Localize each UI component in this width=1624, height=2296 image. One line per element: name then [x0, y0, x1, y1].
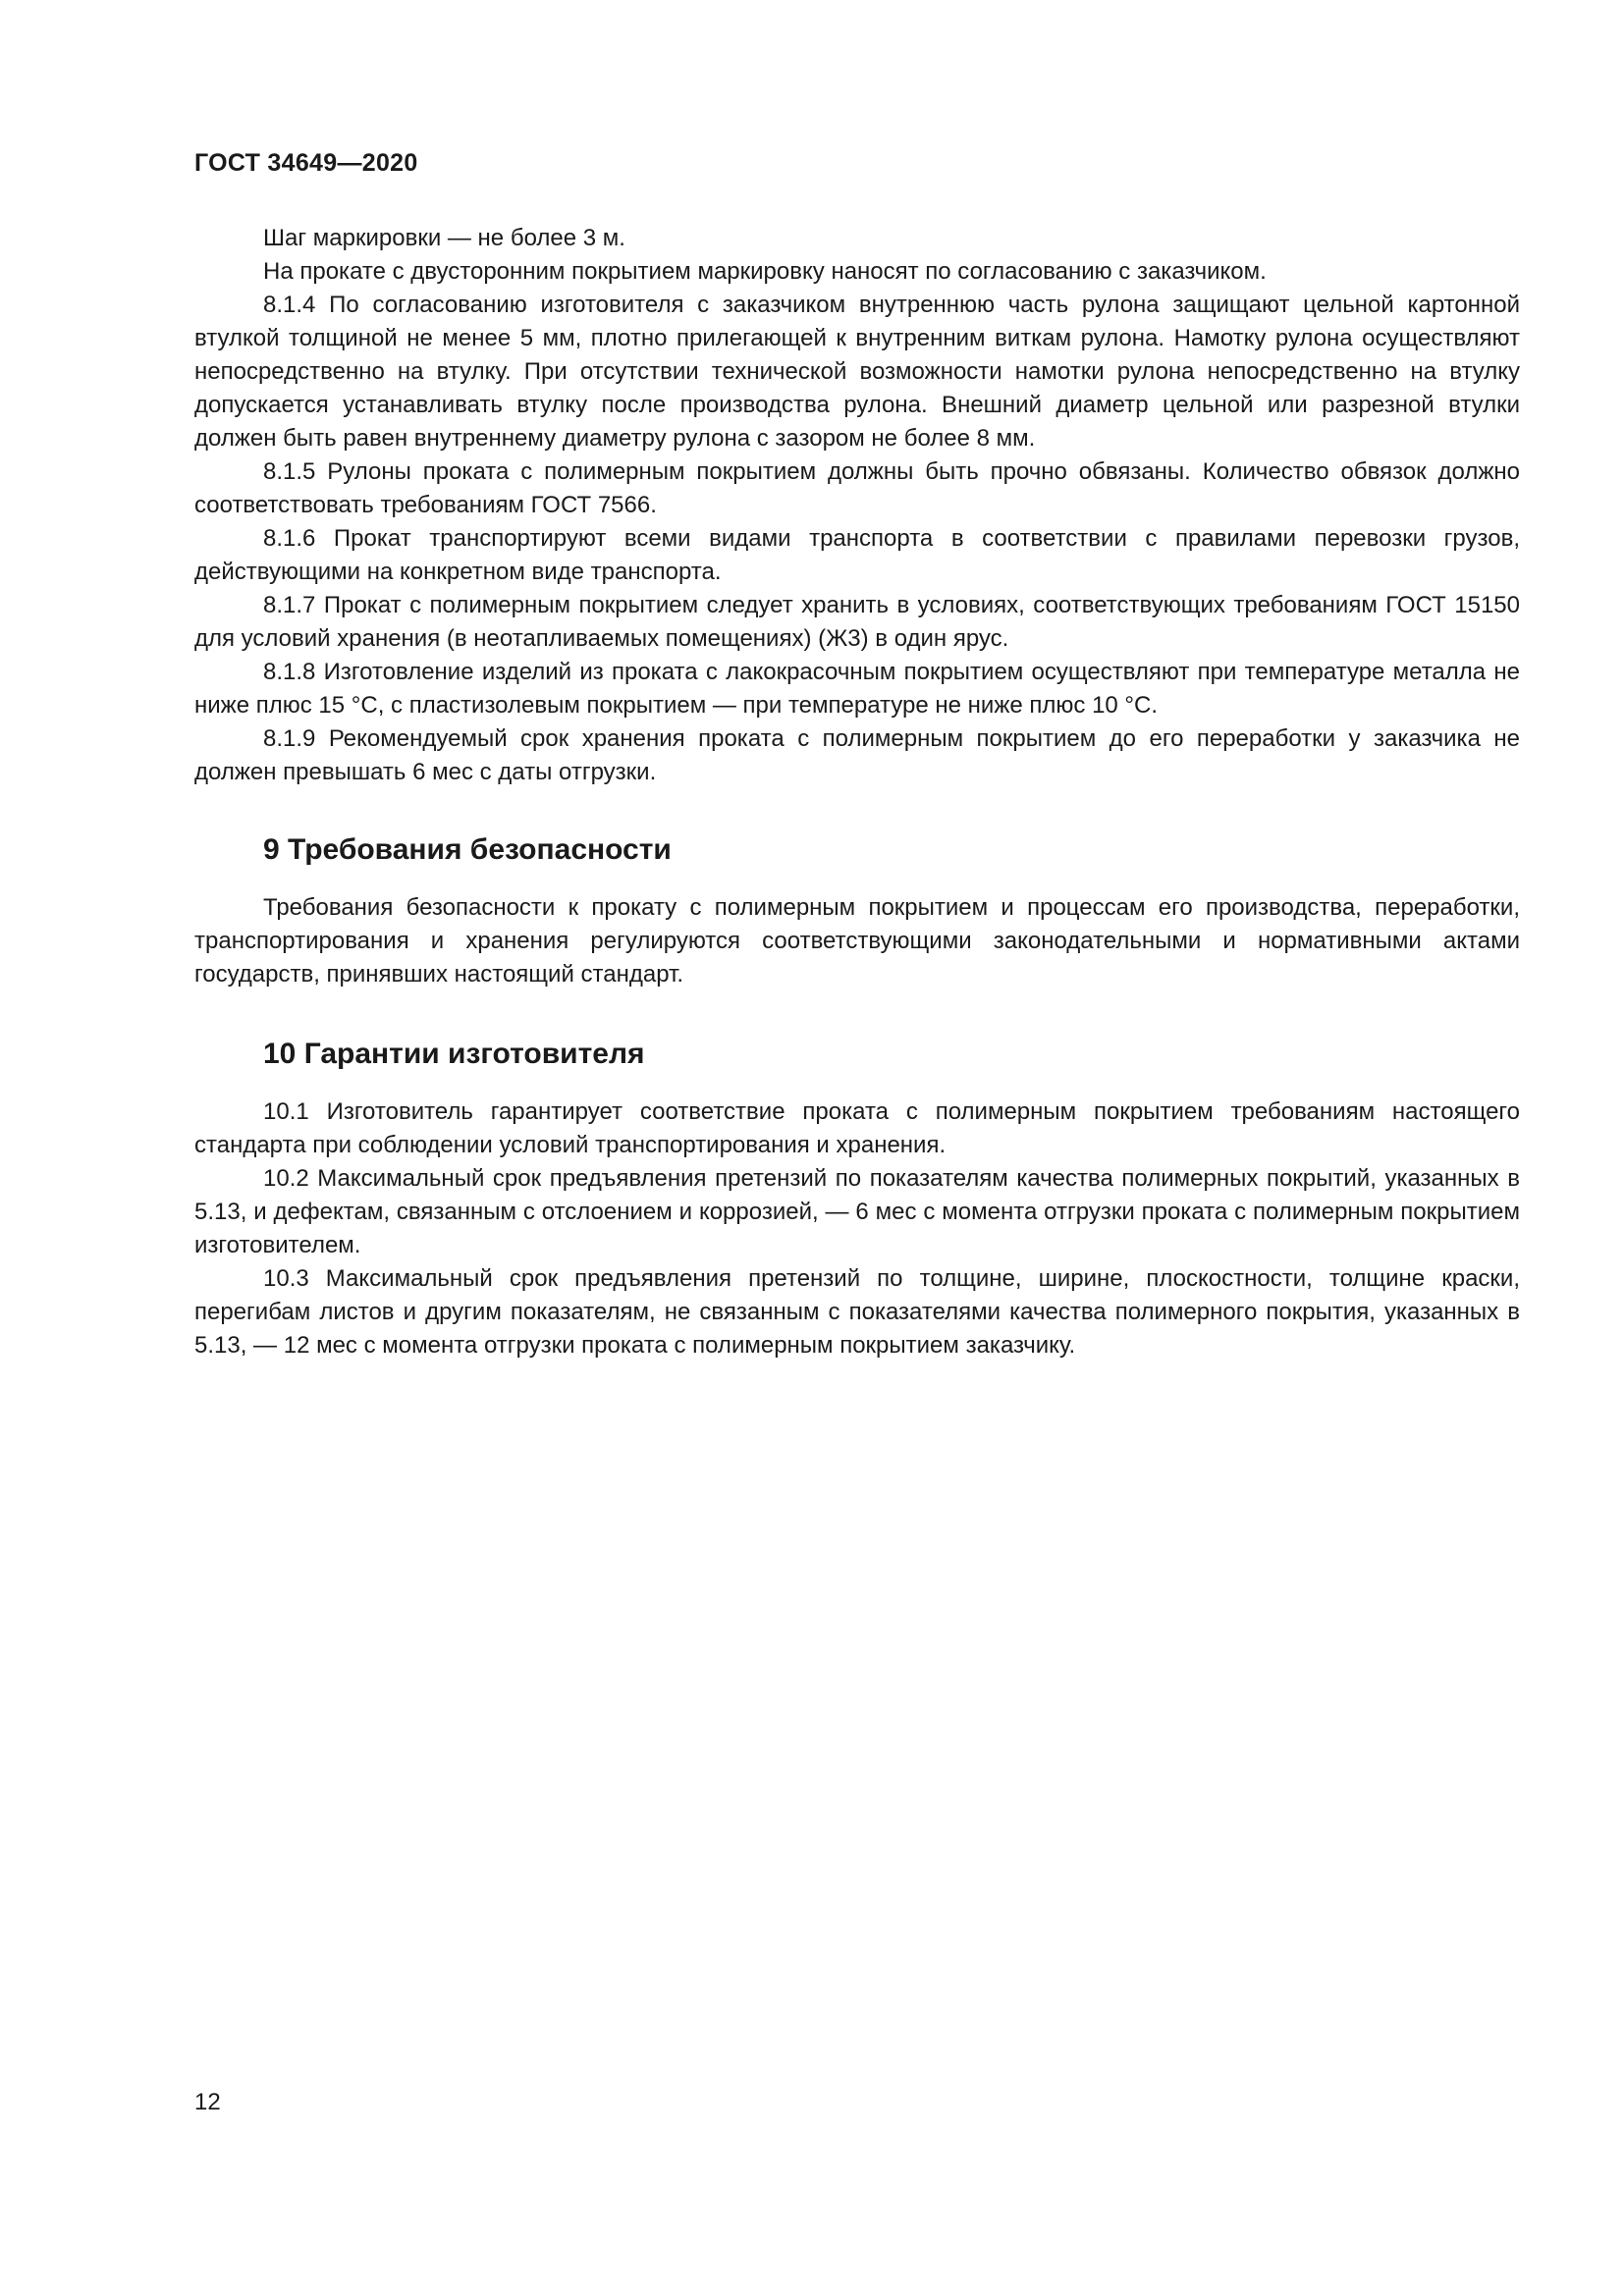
- page-number: 12: [194, 2089, 221, 2115]
- clause-8-1-8: 8.1.8 Изготовление изделий из проката с лакокрасочным покрытием осуществляют при температуре металла не ниже плюс 15 °С, с пластизолевым покрытием — при температуре не ниже плюс 10 °С.: [194, 659, 1520, 719]
- clause-10-3: 10.3 Максимальный срок предъявления претензий по толщине, ширине, плоскостности, толщине краски, перегибам листов и другим показателям, не связанным с показателями качества полимерного покрытия, указанных в 5.13, — 12 мес с момента отгрузки проката с полимерным покрытием заказчику.: [194, 1265, 1520, 1359]
- clause-8-1-9: 8.1.9 Рекомендуемый срок хранения проката с полимерным покрытием до его переработки у заказчика не должен превышать 6 мес с даты отгрузки.: [194, 725, 1520, 785]
- paragraph-marking-step: Шаг маркировки — не более 3 м.: [263, 225, 625, 251]
- document-header-code: ГОСТ 34649—2020: [194, 149, 418, 177]
- clause-8-1-4: 8.1.4 По согласованию изготовителя с заказчиком внутреннюю часть рулона защищают цельной картонной втулкой толщиной не менее 5 мм, плотно прилегающей к внутренним виткам рулона. Намотку рулона осуществляют непосредственно на втулку. При отсутствии технической возможности намотки рулона непосредственно на втулку допускается устанавливать втулку после производства рулона. Внешний диаметр цельной или разрезной втулки должен быть равен внутреннему диаметру рулона с зазором не более 8 мм.: [194, 292, 1520, 452]
- clause-10-2: 10.2 Максимальный срок предъявления претензий по показателям качества полимерных покрытий, указанных в 5.13, и дефектам, связанным с отслоением и коррозией, — 6 мес с момента отгрузки проката с полимерным покрытием изготовителем.: [194, 1165, 1520, 1258]
- document-body: [194, 222, 1520, 1362]
- section-9-title: 9 Требования безопасности: [263, 833, 672, 866]
- clause-8-1-6: 8.1.6 Прокат транспортируют всеми видами транспорта в соответствии с правилами перевозки грузов, действующими на конкретном виде транспорта.: [194, 525, 1520, 585]
- clause-10-1: 10.1 Изготовитель гарантирует соответствие проката с полимерным покрытием требованиям настоящего стандарта при соблюдении условий транспортирования и хранения.: [194, 1098, 1520, 1158]
- clause-8-1-7: 8.1.7 Прокат с полимерным покрытием следует хранить в условиях, соответствующих требованиям ГОСТ 15150 для условий хранения (в неотапливаемых помещениях) (Ж3) в один ярус.: [194, 592, 1520, 652]
- section-9-paragraph: Требования безопасности к прокату с полимерным покрытием и процессам его производства, переработки, транспортирования и хранения регулируются соответствующими законодательными и нормативными актами государств, принявших настоящий стандарт.: [194, 894, 1520, 988]
- clause-8-1-5: 8.1.5 Рулоны проката с полимерным покрытием должны быть прочно обвязаны. Количество обвязок должно соответствовать требованиям ГОСТ 7566.: [194, 458, 1520, 518]
- paragraph-double-sided-marking: На прокате с двусторонним покрытием маркировку наносят по согласованию с заказчиком.: [263, 258, 1267, 285]
- section-10-title: 10 Гарантии изготовителя: [263, 1038, 645, 1070]
